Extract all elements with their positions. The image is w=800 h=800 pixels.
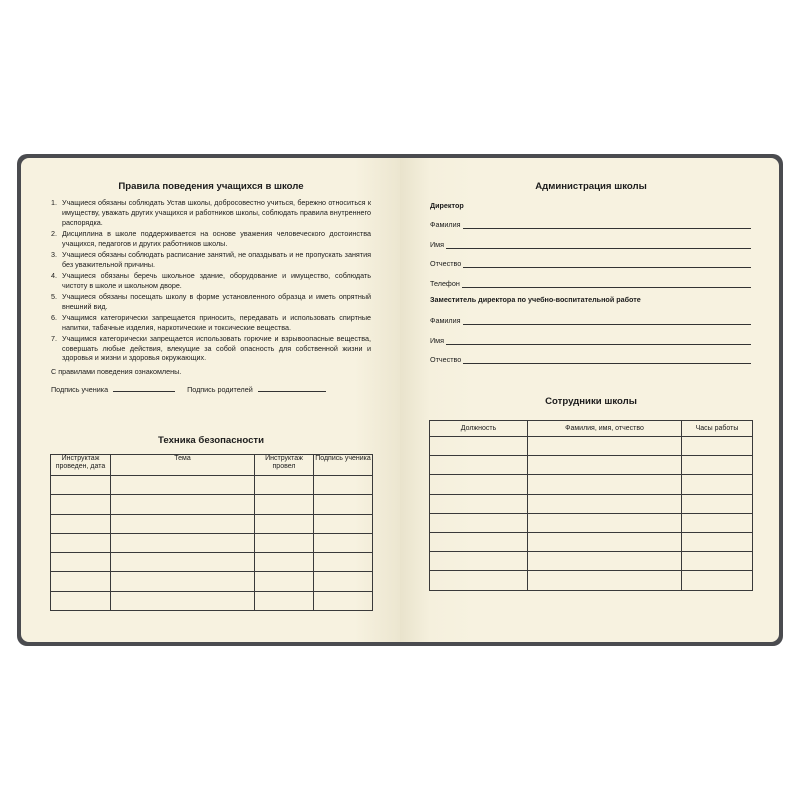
staff-table-cell[interactable] xyxy=(430,456,528,475)
field-line[interactable] xyxy=(446,344,751,345)
signature-line xyxy=(51,384,371,394)
staff-table-cell[interactable] xyxy=(430,494,528,513)
acknowledged-text: С правилами поведения ознакомлены. xyxy=(51,367,182,376)
parent-signature-label: Подпись родителей xyxy=(187,385,253,394)
staff-table-row xyxy=(430,513,753,532)
safety-table-cell[interactable] xyxy=(51,495,111,514)
staff-table-row xyxy=(430,552,753,571)
safety-table-cell[interactable] xyxy=(255,533,314,552)
safety-table-cell[interactable] xyxy=(314,591,373,610)
staff-table-row xyxy=(430,494,753,513)
safety-table-cell[interactable] xyxy=(255,514,314,533)
staff-table-cell[interactable] xyxy=(682,571,753,590)
staff-header-position: Должность xyxy=(430,421,528,437)
safety-table-cell[interactable] xyxy=(255,591,314,610)
rule-item xyxy=(51,334,371,363)
staff-table-cell[interactable] xyxy=(528,571,682,590)
safety-header-instructor: Инструктаж провел xyxy=(255,455,314,476)
rules-list xyxy=(51,198,371,364)
staff-table-cell[interactable] xyxy=(430,475,528,494)
field-line[interactable] xyxy=(462,287,751,288)
safety-table-cell[interactable] xyxy=(51,533,111,552)
field-line[interactable] xyxy=(463,324,751,325)
rule-text: Дисциплина в школе поддерживается на основе уважения человеческого достоинства учащихся, педагогов и других работников школы. xyxy=(62,228,371,248)
staff-table-cell[interactable] xyxy=(682,456,753,475)
field-label: Фамилия xyxy=(430,316,461,325)
staff-table-cell[interactable] xyxy=(682,532,753,551)
safety-table-cell[interactable] xyxy=(314,553,373,572)
staff-table-cell[interactable] xyxy=(682,494,753,513)
safety-table-cell[interactable] xyxy=(51,514,111,533)
staff-table-cell[interactable] xyxy=(528,494,682,513)
safety-table-cell[interactable] xyxy=(111,572,255,591)
safety-table-cell[interactable] xyxy=(255,572,314,591)
safety-table-cell[interactable] xyxy=(111,553,255,572)
parent-signature-field[interactable] xyxy=(258,384,326,392)
staff-table-cell[interactable] xyxy=(528,456,682,475)
student-signature-label: Подпись ученика xyxy=(51,385,109,394)
staff-table-cell[interactable] xyxy=(430,552,528,571)
director-label: Директор xyxy=(430,201,464,210)
staff-table-cell[interactable] xyxy=(430,571,528,590)
safety-table-cell[interactable] xyxy=(255,476,314,495)
rule-number: 7. xyxy=(51,333,57,343)
staff-table-cell[interactable] xyxy=(682,513,753,532)
safety-table-cell[interactable] xyxy=(111,476,255,495)
rule-number: 2. xyxy=(51,228,57,238)
staff-table-cell[interactable] xyxy=(528,513,682,532)
safety-table-cell[interactable] xyxy=(314,572,373,591)
rule-item xyxy=(51,292,371,312)
field-line[interactable] xyxy=(446,248,751,249)
safety-table-cell[interactable] xyxy=(255,553,314,572)
safety-table-cell[interactable] xyxy=(314,495,373,514)
safety-table-cell[interactable] xyxy=(111,495,255,514)
student-signature-field[interactable] xyxy=(113,384,175,392)
safety-table-cell[interactable] xyxy=(314,476,373,495)
field-label: Фамилия xyxy=(430,220,461,229)
safety-table-cell[interactable] xyxy=(314,514,373,533)
staff-table-cell[interactable] xyxy=(682,475,753,494)
rule-item xyxy=(51,198,371,227)
safety-table-cell[interactable] xyxy=(51,572,111,591)
staff-header-name: Фамилия, имя, отчество xyxy=(528,421,682,437)
safety-table-cell[interactable] xyxy=(314,533,373,552)
safety-header-topic: Тема xyxy=(111,455,255,476)
staff-table-cell[interactable] xyxy=(430,513,528,532)
staff-title: Сотрудники школы xyxy=(545,396,637,407)
rule-item xyxy=(51,229,371,249)
safety-table-cell[interactable] xyxy=(51,476,111,495)
rule-number: 5. xyxy=(51,291,57,301)
rule-item xyxy=(51,250,371,270)
field-line[interactable] xyxy=(463,363,751,364)
safety-table-cell[interactable] xyxy=(51,553,111,572)
rule-number: 3. xyxy=(51,249,57,259)
rule-number: 1. xyxy=(51,198,57,207)
field-label: Имя xyxy=(430,335,444,345)
rule-text: Учащиеся обязаны беречь школьное здание, оборудование и имущество, соблюдать чистоту в школе и школьном дворе. xyxy=(62,270,371,290)
field-label: Имя xyxy=(430,239,444,249)
safety-table-row xyxy=(51,572,373,591)
rule-item xyxy=(51,271,371,291)
safety-table-cell[interactable] xyxy=(111,514,255,533)
rule-text: Учащимся категорически запрещается использовать горючие и взрывоопасные вещества, совершать любые действия, влекущие за собой опасность для собственной жизни и здоровья и жизни и здоровья окружающих. xyxy=(62,333,371,363)
staff-table-cell[interactable] xyxy=(528,552,682,571)
safety-table-row xyxy=(51,553,373,572)
deputy-label: Заместитель директора по учебно-воспитательной работе xyxy=(430,295,641,304)
field-line[interactable] xyxy=(463,267,751,268)
rule-text: Учащиеся обязаны соблюдать Устав школы, добросовестно учиться, бережно относиться к имуществу, уважать других учащихся и работников школы, соблюдать правила внутреннего распорядка. xyxy=(62,198,371,227)
rules-title: Правила поведения учащихся в школе xyxy=(118,181,304,192)
safety-table xyxy=(50,454,373,611)
field-label: Отчество xyxy=(430,355,462,364)
safety-header-row xyxy=(51,455,373,476)
staff-table-cell[interactable] xyxy=(528,437,682,456)
staff-header-row xyxy=(430,421,753,437)
rule-number: 6. xyxy=(51,312,57,322)
rule-text: Учащиеся обязаны посещать школу в форме установленного образца и иметь опрятный внешний вид. xyxy=(62,291,371,311)
staff-table-cell[interactable] xyxy=(682,437,753,456)
field-label: Отчество xyxy=(430,259,462,268)
field-line[interactable] xyxy=(463,228,751,229)
safety-table-cell[interactable] xyxy=(111,591,255,610)
safety-table-row xyxy=(51,495,373,514)
staff-table-row xyxy=(430,571,753,590)
safety-table-row xyxy=(51,533,373,552)
safety-header-signature: Подпись ученика xyxy=(314,455,373,476)
staff-table-row xyxy=(430,456,753,475)
rule-text: Учащиеся обязаны соблюдать расписание занятий, не опаздывать и не пропускать занятия без уважительной причины. xyxy=(62,249,371,269)
safety-table-cell[interactable] xyxy=(111,533,255,552)
safety-table-cell[interactable] xyxy=(255,495,314,514)
staff-table-cell[interactable] xyxy=(528,532,682,551)
rule-text: Учащимся категорически запрещается приносить, передавать и использовать спиртные напитки, табачные изделия, наркотические и токсические вещества. xyxy=(62,312,371,332)
rule-item xyxy=(51,313,371,333)
rule-number: 4. xyxy=(51,270,57,280)
safety-title: Техника безопасности xyxy=(158,435,264,446)
staff-table-cell[interactable] xyxy=(682,552,753,571)
admin-title: Администрация школы xyxy=(535,181,647,192)
safety-table-cell[interactable] xyxy=(51,591,111,610)
staff-table-row xyxy=(430,532,753,551)
field-label: Телефон xyxy=(430,278,460,288)
staff-table-row xyxy=(430,437,753,456)
staff-table-cell[interactable] xyxy=(430,532,528,551)
safety-table-row xyxy=(51,476,373,495)
staff-table-cell[interactable] xyxy=(430,437,528,456)
staff-header-hours: Часы работы xyxy=(682,421,753,437)
staff-table-cell[interactable] xyxy=(528,475,682,494)
safety-header-date: Инструктаж проведен, дата xyxy=(51,455,111,476)
safety-table-row xyxy=(51,591,373,610)
safety-table-row xyxy=(51,514,373,533)
staff-table xyxy=(429,420,753,591)
staff-table-row xyxy=(430,475,753,494)
